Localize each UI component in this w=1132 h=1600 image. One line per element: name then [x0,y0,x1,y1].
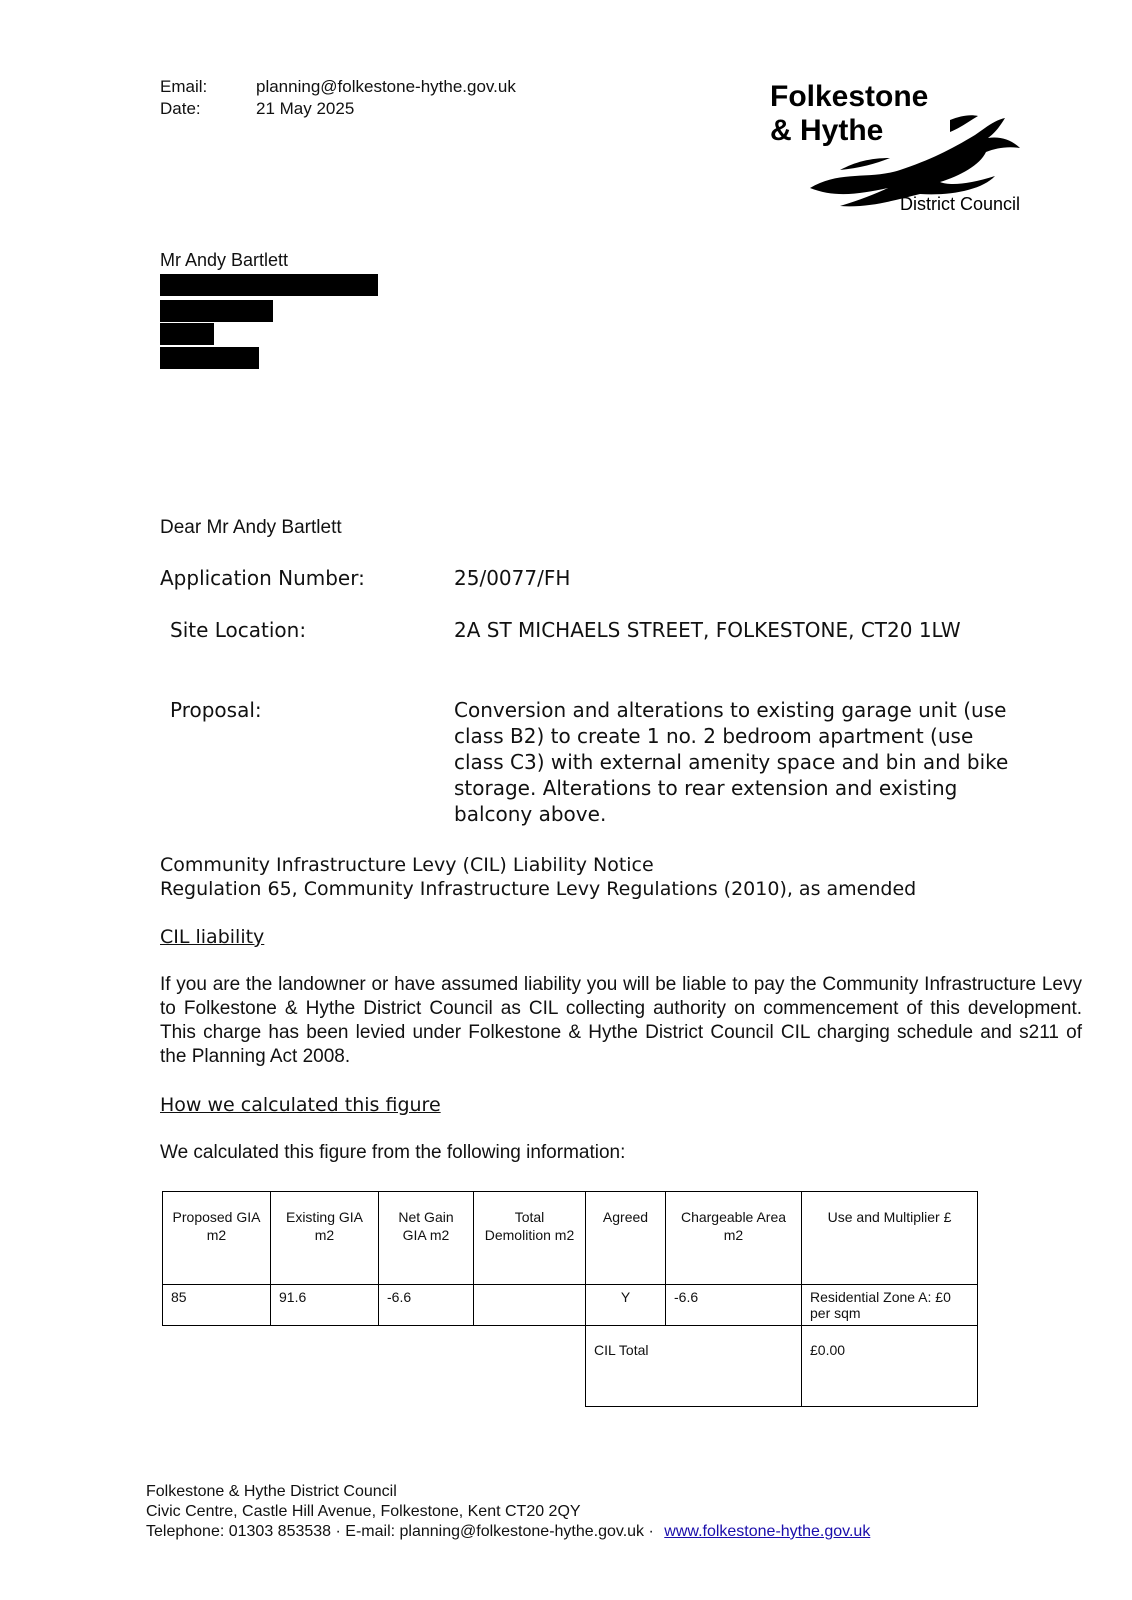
table-header-cell: Existing GIA m2 [271,1192,379,1285]
logo-line3: District Council [900,194,1021,214]
date-value: 21 May 2025 [256,99,355,118]
footer-org: Folkestone & Hythe District Council [146,1483,397,1500]
application-number-value: 25/0077/FH [454,566,571,590]
table-cell: Residential Zone A: £0 per sqm [802,1285,978,1326]
table-cell: 85 [163,1285,271,1326]
cil-liability-heading: CIL liability [160,926,265,948]
proposal-value: Conversion and alterations to existing garage unit (use class B2) to create 1 no. 2 bedroom apartment (use class C3) with external amenity space and bin and bike storage. Alterations to rear extension and existing balcony above. [454,698,1009,826]
notice-regulation: Regulation 65, Community Infrastructure Levy Regulations (2010), as amended [160,878,917,900]
table-header-cell: Net Gain GIA m2 [379,1192,474,1285]
calculation-heading: How we calculated this figure [160,1094,441,1116]
footer-address: Civic Centre, Castle Hill Avenue, Folkestone, Kent CT20 2QY [146,1503,581,1520]
email-line [160,76,516,98]
cil-liability-paragraph: If you are the landowner or have assumed liability you will be liable to pay the Community Infrastructure Levy to Folkestone & Hythe District Council as CIL collecting authority on commencement of this development. This charge has been levied under Folkestone & Hythe District Council CIL charging schedule and s211 of the Planning Act 2008. [160,974,1082,1067]
logo-line2: & Hythe [770,114,884,147]
date-line [160,98,354,120]
table-header-cell: Proposed GIA m2 [163,1192,271,1285]
cil-total-value: £0.00 [802,1326,978,1407]
table-header-cell: Agreed [586,1192,666,1285]
proposal-label: Proposal: [170,698,262,722]
email-value: planning@folkestone-hythe.gov.uk [256,77,516,96]
site-location-value: 2A ST MICHAELS STREET, FOLKESTONE, CT20 1LW [454,618,961,642]
date-label: Date: [160,99,201,118]
table-header-cell: Chargeable Area m2 [666,1192,802,1285]
table-header-cell: Use and Multiplier £ [802,1192,978,1285]
site-location-label: Site Location: [170,618,307,642]
council-logo [770,80,1040,220]
table-total-row [163,1326,978,1407]
notice-title: Community Infrastructure Levy (CIL) Liability Notice [160,854,654,876]
footer-website-link[interactable]: www.folkestone-hythe.gov.uk [664,1523,871,1540]
table-cell: -6.6 [666,1285,802,1326]
application-number-label: Application Number: [160,566,365,590]
logo-line1: Folkestone [770,80,929,113]
recipient-name: Mr Andy Bartlett [160,250,289,270]
table-cell: 91.6 [271,1285,379,1326]
salutation: Dear Mr Andy Bartlett [160,517,342,538]
footer-contact: Telephone: 01303 853538 · E-mail: planning@folkestone-hythe.gov.uk · [146,1523,654,1540]
table-row [163,1285,978,1326]
redaction-bar [160,347,259,369]
calculation-intro: We calculated this figure from the following information: [160,1142,626,1163]
table-cell: -6.6 [379,1285,474,1326]
table-cell [474,1285,586,1326]
cil-calculation-table [162,1191,978,1407]
table-header-row [163,1192,978,1285]
cil-total-label: CIL Total [586,1326,802,1407]
table-cell: Y [586,1285,666,1326]
footer-contact-line [146,1522,870,1542]
redaction-bar [160,300,273,322]
redaction-bar [160,323,214,345]
email-label: Email: [160,77,208,96]
redaction-bar [160,274,378,296]
table-header-cell: Total Demolition m2 [474,1192,586,1285]
